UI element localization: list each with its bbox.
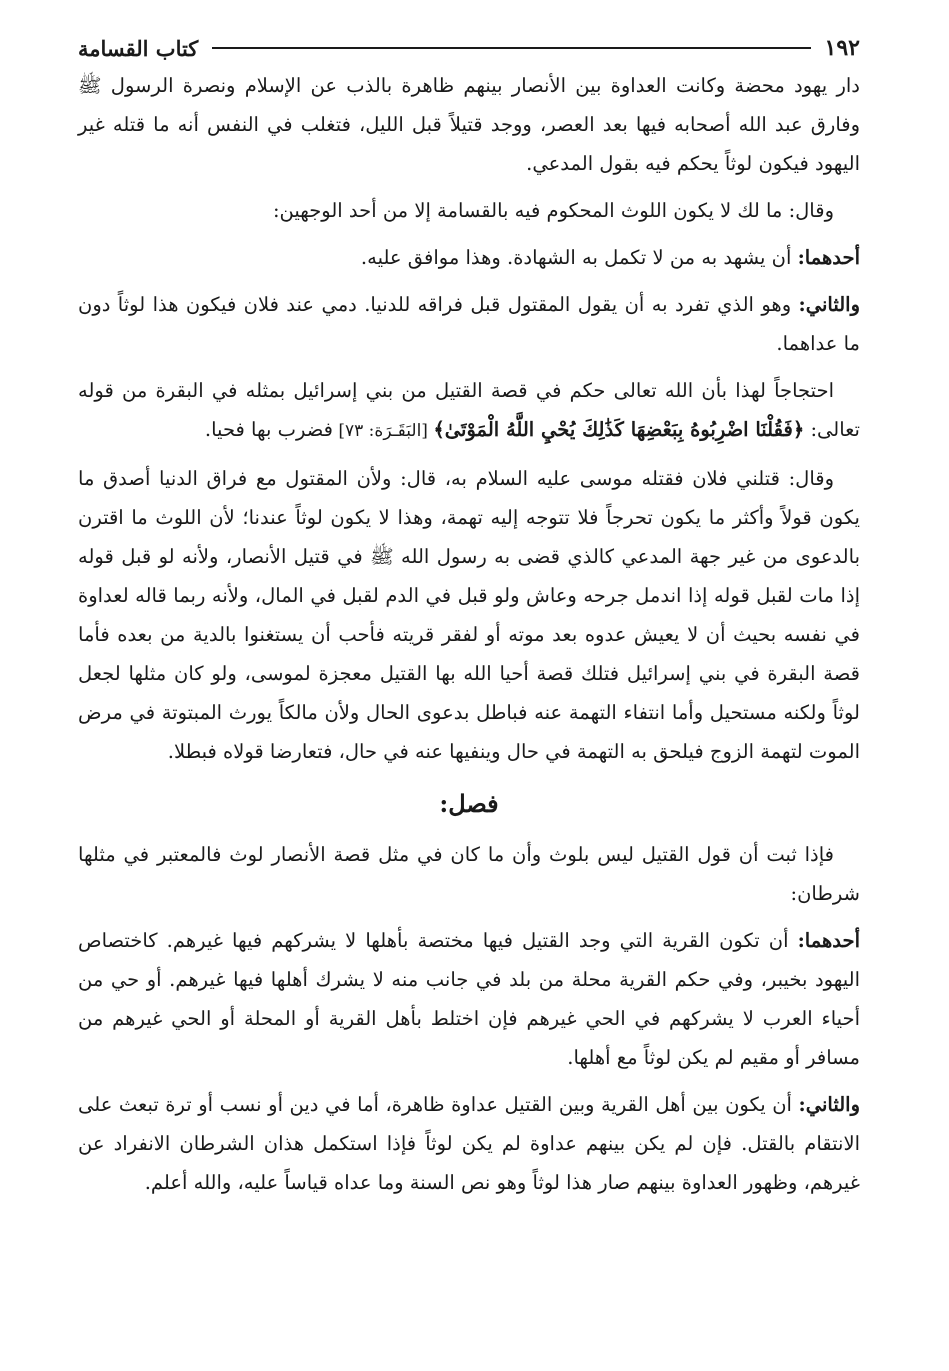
header-rule — [212, 47, 810, 49]
page-number: ١٩٢ — [824, 35, 860, 61]
paragraph-2: وقال: ما لك لا يكون اللوث المحكوم فيه بالقسامة إلا من أحد الوجهين: — [272, 199, 834, 222]
paragraph-3-lead: أحدهما: — [797, 246, 860, 269]
paragraph-9-text: أن يكون بين أهل القرية وبين القتيل عداوة ظاهرة، أما في دين أو نسب أو ترة تبعث على الانتقام بالقتل. فإن لم يكن بينهم عداوة لم يكن لوثاً فإذا استكمل هذان الشرطان الانفراد عن غيرهم، وظهور العداوة بينهم صار هذا لوثاً وهو نص السنة وما عداه قياساً عليه، والله أعلم. — [78, 1093, 860, 1194]
paragraph-8-lead: أحدهما: — [797, 929, 860, 952]
paragraph-3-text: أن يشهد به من لا تكمل به الشهادة. وهذا موافق عليه. — [360, 246, 798, 269]
section-heading: فصل: — [439, 789, 499, 818]
paragraph-4-text: وهو الذي تفرد به أن يقول المقتول قبل فراقه للدنيا. دمي عند فلان فيكون هذا لوثاً دون ما عداهما. — [78, 293, 860, 355]
paragraph-5 — [78, 371, 860, 451]
verse-reference: [البَقَـرَة: ٧٣] — [332, 421, 434, 441]
paragraph-1: دار يهود محضة وكانت العداوة بين الأنصار بينهم ظاهرة بالذب عن الإسلام ونصرة الرسول ﷺ وفارق عبد الله أصحابه فيها بعد العصر، ووجد قتيلاً قبل الليل، فتغلب في النفس أنه ما قتله غير اليهود فيكون لوثاً يحكم فيه بقول المدعي. — [78, 74, 860, 175]
page-header — [78, 30, 860, 66]
paragraph-4 — [78, 285, 860, 363]
quran-verse: ﴿فَقُلْنَا اضْرِبُوهُ بِبَعْضِهَا كَذَٰلِكَ يُحْيِ اللَّهُ الْمَوْتَىٰ﴾ — [433, 418, 805, 441]
paragraph-7: فإذا ثبت أن قول القتيل ليس بلوث وأن ما كان في مثل قصة الأنصار لوث فالمعتبر في مثلها شرطان: — [78, 843, 860, 905]
paragraph-9 — [78, 1085, 860, 1202]
running-title: كتاب القسامة — [78, 35, 199, 61]
paragraph-8-text: أن تكون القرية التي وجد القتيل فيها مختصة بأهلها لا يشركهم فيها غيرهم. كاختصاص اليهود بخيبر، وفي حكم القرية محلة من بلد في جانب منه لا يشرك أهلها فيها غيرهم. أو حي من أحياء العرب لا يشركهم في الحي غيرهم فإن اختلط بأهل القرية أو المحلة أو الحي غيرهم من مسافر أو مقيم لم يكن لوثاً مع أهلها. — [78, 929, 860, 1069]
paragraph-3 — [78, 238, 860, 277]
paragraph-5-text-2: فضرب بها فحيا. — [204, 418, 333, 441]
paragraph-5-text-1: احتجاجاً لهذا بأن الله تعالى حكم في قصة القتيل من بني إسرائيل بمثله في البقرة من قوله تعالى: — [78, 379, 860, 441]
paragraph-4-lead: والثاني: — [798, 293, 860, 316]
paragraph-8 — [78, 921, 860, 1077]
paragraph-6: وقال: قتلني فلان فقتله موسى عليه السلام به، قال: ولأن المقتول مع فراق الدنيا أصدق ما يكون قولاً وأكثر ما يكون تحرجاً فلا تتوجه إليه تهمة، وهذا لا يكون لوثاً عندنا؛ لأن اللوث ما اقترن بالدعوى من غير جهة المدعي كالذي قضى به رسول الله ﷺ في قتيل الأنصار، ولأنه لو قبل قوله إذا مات لقبل قوله إذا اندمل جرحه وعاش ولو قبل في الدم لقبل في المال، ولأنه ربما قاله لعداوة في نفسه بحيث أن لا يعيش عدوه بعد موته أو لفقر قريته فأحب أن يستغنوا بالدية من بعده فأما قصة البقرة في بني إسرائيل فتلك قصة أحيا الله بها القتيل معجزة لموسى، ولو كان مثلها لجعل لوثاً ولكنه مستحيل وأما انتفاء التهمة عنه فباطل بدعوى الحال ولأن مالكاً يورث المبتوتة في مرض الموت لتهمة الزوج فيلحق به التهمة في حال وينفيها عنه في حال، فتعارضا قولاه فبطلا. — [78, 467, 860, 763]
book-page — [78, 30, 860, 1202]
paragraph-9-lead: والثاني: — [798, 1093, 860, 1116]
